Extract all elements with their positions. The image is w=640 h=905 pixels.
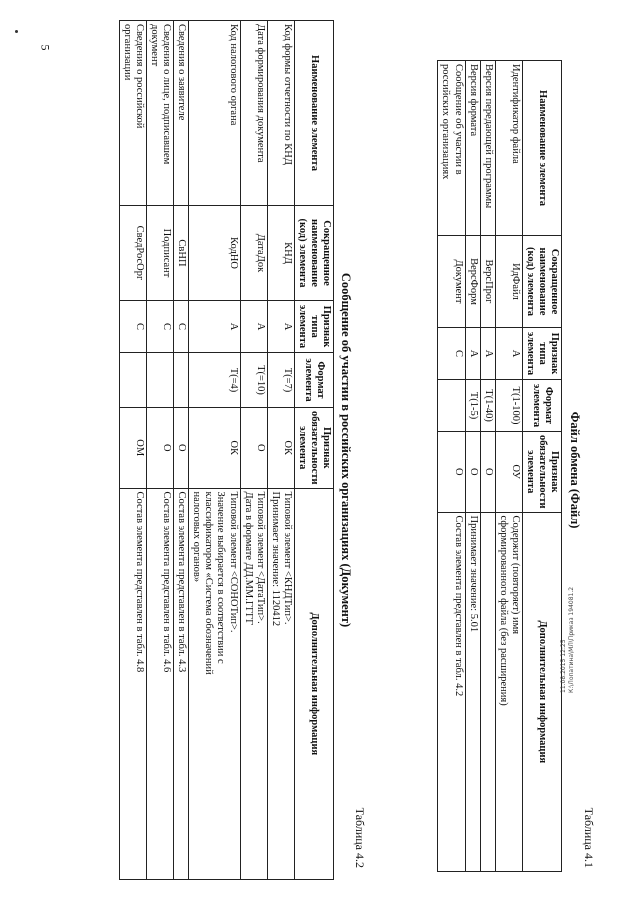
page-number: 5 (38, 44, 53, 51)
cell-format (147, 353, 174, 408)
info-line: Дата в формате ДД.ММ.ГГГГ (242, 491, 254, 626)
table1-title: Файл обмена (Файл) (568, 411, 582, 529)
header-cell: Дополнительная информация (294, 488, 333, 879)
cell-info (480, 512, 495, 871)
header-cell: Дополнительная информация (522, 512, 561, 871)
info-line: Типовой элемент <ДатаТип>. (254, 491, 266, 624)
table2-body (120, 21, 295, 880)
name-line: документ (149, 24, 161, 67)
cell-format: T(1-100) (495, 380, 522, 432)
cell-type: А (189, 301, 240, 353)
table-row (465, 61, 480, 872)
table2-header-row (294, 21, 333, 880)
table1-label: Таблица 4.1 (582, 807, 596, 868)
cell-name (480, 61, 495, 236)
info-line: Принимает значение: 5.01 (467, 515, 479, 633)
file-stamp-line: 11.08.2015 12:25 (560, 639, 567, 693)
cell-code: Документ (438, 236, 465, 328)
table-row (480, 61, 495, 872)
info-line: налоговых органов» (191, 491, 203, 583)
table1-header-row (522, 61, 561, 872)
cell-format: T(1-40) (480, 380, 495, 432)
table-row (267, 21, 294, 880)
name-line: Сообщение об участии в (452, 64, 464, 175)
cell-format (120, 353, 147, 408)
name-line: Код налогового органа (227, 24, 239, 126)
cell-type: А (240, 301, 267, 353)
header-cell: Формат элемента (294, 353, 333, 408)
cell-req: О (147, 408, 174, 489)
info-line: Типовой элемент <КНДТип>. (281, 491, 293, 625)
header-cell: Признак типа элемента (294, 301, 333, 353)
name-line: Код формы отчетности по КНД (281, 24, 293, 165)
cell-type: А (495, 328, 522, 380)
name-line: организации (122, 24, 134, 81)
cell-type: С (438, 328, 465, 380)
cell-name (438, 61, 465, 236)
cell-name (465, 61, 480, 236)
name-line: российских организациях (440, 64, 452, 180)
file-stamp (560, 573, 576, 693)
table-row (240, 21, 267, 880)
header-cell: Сокращенное наименование (код) элемента (522, 236, 561, 328)
cell-format: T(1-5) (465, 380, 480, 432)
header-cell: Сокращенное наименование (код) элемента (294, 206, 333, 301)
cell-req: ОК (189, 408, 240, 489)
info-line: Состав элемента представлен в табл. 4.8 (134, 491, 146, 673)
cell-name (174, 21, 189, 206)
cell-name (189, 21, 240, 206)
info-line: Содержит (повторяет) имя (509, 515, 521, 635)
cell-code: ДатаДок (240, 206, 267, 301)
cell-type: А (267, 301, 294, 353)
cell-req: ОУ (495, 432, 522, 513)
cell-info (438, 512, 465, 871)
cell-info (465, 512, 480, 871)
table-row (174, 21, 189, 880)
cell-req: О (438, 432, 465, 513)
cell-code: Подписант (147, 206, 174, 301)
cell-code: СведРосОрг (120, 206, 147, 301)
table-row (438, 61, 465, 872)
cell-req: ОМ (120, 408, 147, 489)
cell-info (147, 488, 174, 879)
cell-code: ВерсПрог (480, 236, 495, 328)
cell-code: КНД (267, 206, 294, 301)
cell-format (174, 353, 189, 408)
cell-req: О (480, 432, 495, 513)
cell-format: T(=10) (240, 353, 267, 408)
header-cell: Признак обязательности элемента (522, 432, 561, 513)
cell-code: ВерсФорм (465, 236, 480, 328)
table2-label: Таблица 4.2 (353, 807, 367, 868)
cell-type: А (465, 328, 480, 380)
cell-code: ИдФайл (495, 236, 522, 328)
cell-type: С (120, 301, 147, 353)
table-4-2 (119, 20, 334, 880)
info-line: сформированного файла (без расширения) (497, 515, 509, 706)
cell-info (240, 488, 267, 879)
name-line: Сведения о заявителе (176, 24, 188, 121)
scan-speck (15, 30, 18, 33)
cell-req: О (465, 432, 480, 513)
cell-req: О (174, 408, 189, 489)
info-line: Состав элемента представлен в табл. 4.6 (161, 491, 173, 673)
header-cell: Наименование элемента (294, 21, 333, 206)
rotated-sheet (40, 20, 600, 880)
name-line: Дата формирования документа (254, 24, 266, 163)
info-line: Состав элемента представлен в табл. 4.3 (176, 491, 188, 673)
info-line: Принимает значение: 1120412 (269, 491, 281, 627)
table-row (189, 21, 240, 880)
cell-name (267, 21, 294, 206)
cell-format (438, 380, 465, 432)
cell-info (174, 488, 189, 879)
cell-type: С (147, 301, 174, 353)
cell-name (120, 21, 147, 206)
cell-name (495, 61, 522, 236)
info-line: Значение выбирается в соответствии с (215, 491, 227, 664)
name-line: Сведения о российской (134, 24, 146, 129)
table1-body (438, 61, 522, 872)
cell-info (495, 512, 522, 871)
header-cell: Формат элемента (522, 380, 561, 432)
name-line: Сведения о лице, подписавшем (161, 24, 173, 165)
header-cell: Признак обязательности элемента (294, 408, 333, 489)
header-cell: Наименование элемента (522, 61, 561, 236)
cell-type: А (480, 328, 495, 380)
info-line: Типовой элемент <СОНОТип>. (227, 491, 239, 633)
cell-info (267, 488, 294, 879)
cell-format: T(=7) (267, 353, 294, 408)
info-line: Состав элемента представлен в табл. 4.2 (452, 515, 464, 697)
cell-name (147, 21, 174, 206)
cell-name (240, 21, 267, 206)
table-4-1 (437, 60, 562, 872)
cell-code: СвНП (174, 206, 189, 301)
name-line: Версия формата (467, 64, 479, 137)
name-line: Идентификатор файла (509, 64, 521, 164)
cell-code: КодНО (189, 206, 240, 301)
header-cell: Признак типа элемента (522, 328, 561, 380)
cell-type: С (174, 301, 189, 353)
cell-req: ОК (267, 408, 294, 489)
table2-title: Сообщение об участии в российских организациях (Документ) (339, 272, 353, 628)
name-line: Версия передающей программы (482, 64, 494, 209)
table-row (147, 21, 174, 880)
cell-info (189, 488, 240, 879)
table-row (120, 21, 147, 880)
cell-req: О (240, 408, 267, 489)
cell-info (120, 488, 147, 879)
cell-format: T(=4) (189, 353, 240, 408)
file-stamp-line: К:\Лопатина\МЛ\Приказ 194081.2 (567, 586, 575, 693)
table-row (495, 61, 522, 872)
info-line: классификатором «Система обозначений (203, 491, 215, 675)
